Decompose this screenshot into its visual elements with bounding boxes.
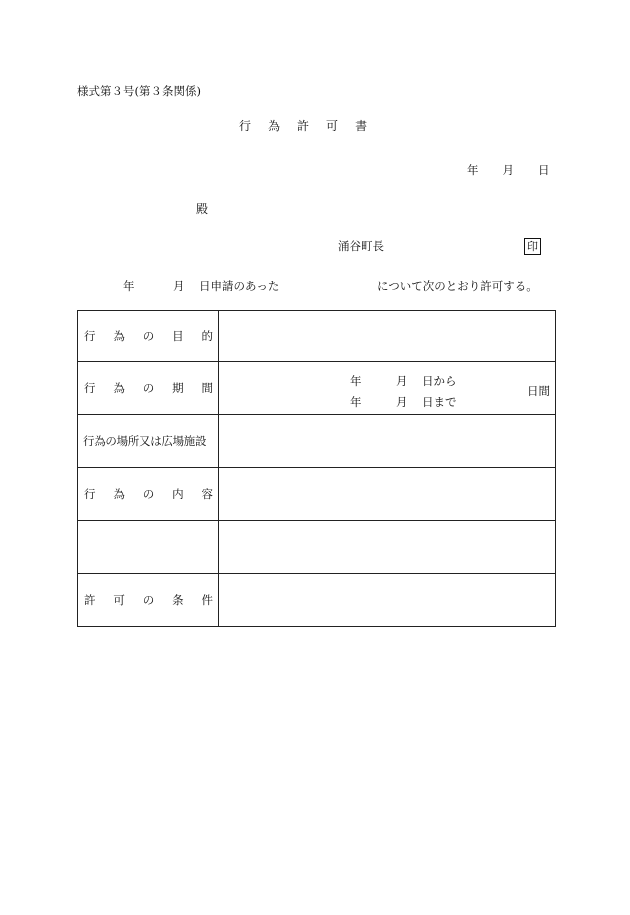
issuer-name: 涌谷町長: [338, 239, 384, 253]
label-char: の: [142, 329, 155, 343]
label-char: 間: [201, 381, 213, 395]
title-char: 行: [239, 119, 252, 133]
title-char: 許: [297, 119, 310, 133]
form-number: 様式第３号(第３条関係): [77, 84, 201, 98]
table-row-purpose: [78, 311, 556, 362]
blank-value[interactable]: [219, 521, 556, 574]
place-label: [78, 415, 219, 468]
purpose-value[interactable]: [219, 311, 556, 362]
label-char: 為: [113, 381, 125, 395]
preamble-tail: について次のとおり許可する。: [377, 279, 538, 293]
period-from-year: 年: [350, 374, 362, 388]
period-from: [350, 373, 457, 389]
period-to: [350, 394, 457, 410]
preamble-line: [123, 281, 538, 293]
table-row-content: [78, 468, 556, 521]
conditions-value[interactable]: [219, 574, 556, 627]
place-value[interactable]: [219, 415, 556, 468]
label-char: の: [142, 593, 155, 607]
label-char: 行: [84, 487, 96, 501]
conditions-label: [78, 574, 219, 627]
title-char: 可: [326, 119, 339, 133]
period-to-year: 年: [350, 395, 362, 409]
label-char: 為: [113, 329, 125, 343]
period-days: 日間: [527, 384, 550, 398]
seal-mark: 印: [524, 238, 541, 255]
content-label: [78, 468, 219, 521]
title-char: 為: [268, 119, 281, 133]
title-char: 書: [355, 119, 368, 133]
label-char: 為: [113, 487, 125, 501]
label-char: 行: [84, 329, 96, 343]
label-char: 行: [84, 381, 96, 395]
purpose-label: [78, 311, 219, 362]
permit-table: [77, 310, 556, 627]
table-row-blank: [78, 521, 556, 574]
preamble-month: 月: [173, 279, 185, 293]
period-from-month: 月: [396, 374, 408, 388]
blank-label: [78, 521, 219, 574]
label-char: 容: [201, 487, 213, 501]
date-day: 日: [538, 163, 550, 177]
date-month: 月: [502, 163, 514, 177]
document-title: [239, 120, 384, 132]
preamble-day-applied: 日申請のあった: [199, 279, 280, 293]
table-row-conditions: [78, 574, 556, 627]
preamble-year: 年: [123, 279, 135, 293]
label-char: 目: [172, 329, 184, 343]
label-char: 的: [201, 329, 213, 343]
label-char: 件: [201, 593, 213, 607]
label-char: の: [142, 487, 155, 501]
issue-date: [467, 165, 550, 177]
label-char: 内: [172, 487, 184, 501]
label-char: 可: [113, 593, 125, 607]
table-row-period: [78, 362, 556, 415]
label-char: 期: [172, 381, 184, 395]
label-char: の: [142, 381, 155, 395]
content-value[interactable]: [219, 468, 556, 521]
period-to-month: 月: [396, 395, 408, 409]
date-year: 年: [467, 163, 479, 177]
label-char: 許: [84, 593, 96, 607]
table-row-place: [78, 415, 556, 468]
period-to-day: 日まで: [422, 395, 457, 409]
period-value[interactable]: [219, 362, 556, 415]
addressee-suffix: 殿: [196, 202, 209, 216]
label-char: 条: [172, 593, 184, 607]
period-label: [78, 362, 219, 415]
period-from-day: 日から: [422, 374, 457, 388]
place-label-text: 行為の場所又は広場施設: [83, 434, 207, 448]
